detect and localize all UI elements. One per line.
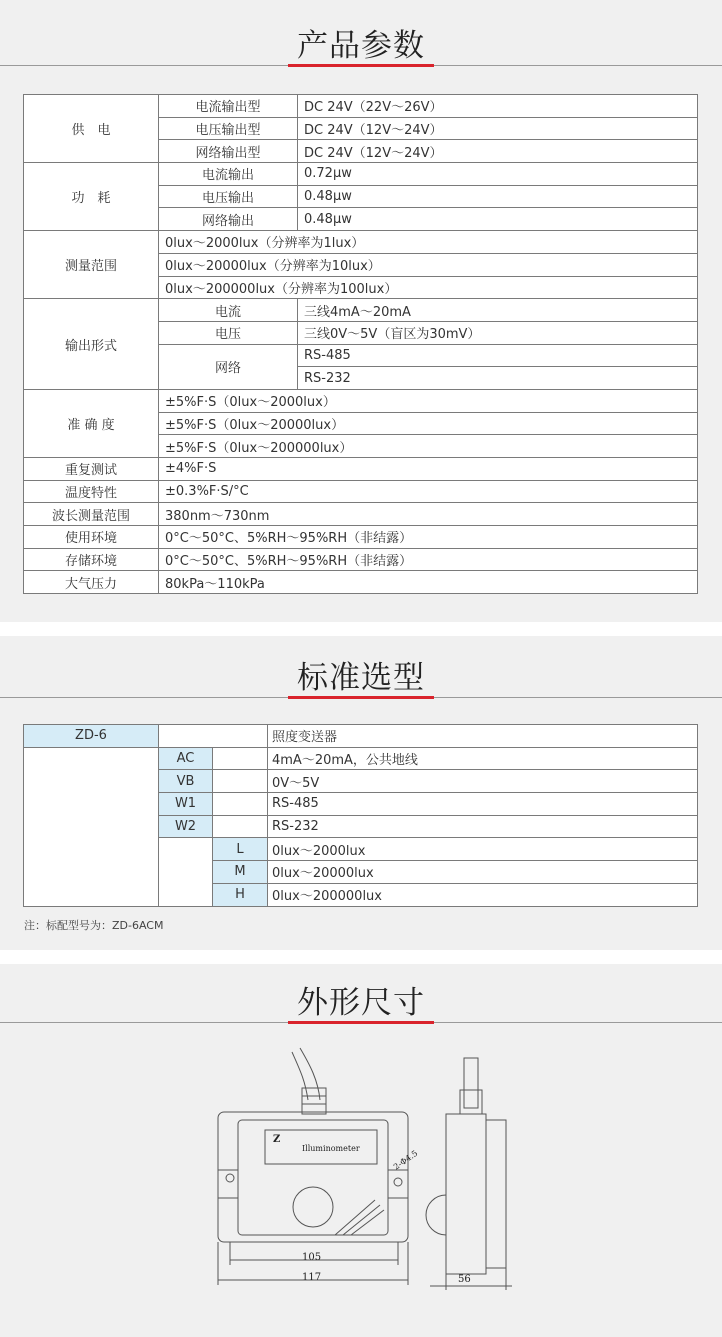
- cell: [213, 815, 268, 838]
- cell: 0V～5V: [268, 770, 698, 793]
- cell: DC 24V（12V～24V）: [298, 117, 698, 140]
- cell: 0lux～2000lux（分辨率为1lux）: [159, 231, 698, 254]
- cell: 电压输出: [159, 185, 298, 208]
- cell: 网络输出型: [159, 140, 298, 163]
- cell: 380nm～730nm: [159, 503, 698, 526]
- cell: [213, 793, 268, 816]
- cable: [292, 1052, 308, 1100]
- dimension-drawing: [0, 1030, 722, 1330]
- cell: RS-232: [298, 367, 698, 390]
- cell: 0lux～200000lux（分辨率为100lux）: [159, 276, 698, 299]
- row-label: 准 确 度: [24, 389, 159, 457]
- dim-105: 105: [302, 1252, 322, 1263]
- cell: 电压输出型: [159, 117, 298, 140]
- cell: 0lux～20000lux: [268, 861, 698, 884]
- dim-56: 56: [458, 1274, 471, 1285]
- params-header: [0, 0, 722, 70]
- dimensions-header: [0, 957, 722, 1027]
- dim-117: 117: [302, 1272, 322, 1283]
- table-row: [24, 231, 698, 254]
- section-title: 标准选型: [297, 660, 425, 696]
- row-label: 输出形式: [24, 299, 159, 390]
- table-row: [24, 725, 698, 748]
- cell: RS-485: [268, 793, 698, 816]
- table-row: [24, 526, 698, 549]
- table-row: [24, 299, 698, 322]
- cell: 80kPa～110kPa: [159, 571, 698, 594]
- cell: 0°C～50°C、5%RH～95%RH（非结露）: [159, 526, 698, 549]
- cell: DC 24V（12V～24V）: [298, 140, 698, 163]
- cell: 网络输出: [159, 208, 298, 231]
- section-title: 外形尺寸: [297, 985, 425, 1021]
- cell: DC 24V（22V～26V）: [298, 95, 698, 118]
- cell: 0lux～20000lux（分辨率为10lux）: [159, 253, 698, 276]
- sensor-window: [293, 1187, 333, 1227]
- cell: RS-232: [268, 815, 698, 838]
- title-underline: [288, 64, 434, 67]
- cell: 照度变送器: [268, 725, 698, 748]
- params-section: [0, 0, 722, 622]
- cell: 0.48μw: [298, 208, 698, 231]
- logo-mark: Z: [273, 1134, 281, 1145]
- output-code: W1: [159, 793, 213, 816]
- row-label: 重复测试: [24, 458, 159, 481]
- table-row: [24, 480, 698, 503]
- selection-header: [0, 632, 722, 702]
- cell: 电压: [159, 321, 298, 344]
- mounting-hole: [226, 1174, 234, 1182]
- enclosure-front: [218, 1112, 408, 1242]
- cell: [159, 838, 213, 906]
- output-code: VB: [159, 770, 213, 793]
- row-label: 供 电: [24, 95, 159, 163]
- selection-section: [0, 636, 722, 950]
- model-code: ZD-6: [24, 725, 159, 748]
- cell: 4mA～20mA，公共地线: [268, 747, 698, 770]
- row-label: 测量范围: [24, 231, 159, 299]
- cell: ±5%F·S（0lux～20000lux）: [159, 412, 698, 435]
- table-row: [24, 95, 698, 118]
- cell: 三线0V～5V（盲区为30mV）: [298, 321, 698, 344]
- cell: 0.72μw: [298, 163, 698, 186]
- dim-hole: 2-Φ4.5: [391, 1148, 420, 1172]
- cell: 0lux～2000lux: [268, 838, 698, 861]
- cell: ±5%F·S（0lux～2000lux）: [159, 389, 698, 412]
- section-title: 产品参数: [297, 28, 425, 64]
- title-underline: [288, 1021, 434, 1024]
- cell: 0°C～50°C、5%RH～95%RH（非结露）: [159, 548, 698, 571]
- cell: ±0.3%F·S/°C: [159, 480, 698, 503]
- selection-note: 注：标配型号为：ZD-6ACM: [24, 919, 164, 932]
- cell: ±4%F·S: [159, 458, 698, 481]
- mounting-hole: [394, 1178, 402, 1186]
- range-code: M: [213, 861, 268, 884]
- cell: [24, 747, 159, 906]
- row-label: 大气压力: [24, 571, 159, 594]
- params-table: [23, 94, 698, 594]
- output-code: AC: [159, 747, 213, 770]
- row-label: 功 耗: [24, 163, 159, 231]
- cell: [213, 770, 268, 793]
- cell: 电流输出: [159, 163, 298, 186]
- table-row: [24, 163, 698, 186]
- cell: 电流: [159, 299, 298, 322]
- row-label: 存储环境: [24, 548, 159, 571]
- enclosure-side: [446, 1114, 486, 1274]
- selection-table: [23, 724, 698, 907]
- row-label: 波长测量范围: [24, 503, 159, 526]
- table-row: [24, 548, 698, 571]
- cell: 0lux～200000lux: [268, 883, 698, 906]
- cell: 网络: [159, 344, 298, 389]
- table-row: [24, 389, 698, 412]
- title-underline: [288, 696, 434, 699]
- cell: 三线4mA～20mA: [298, 299, 698, 322]
- range-code: L: [213, 838, 268, 861]
- table-row: [24, 458, 698, 481]
- cable-gland: [302, 1088, 326, 1114]
- row-label: 使用环境: [24, 526, 159, 549]
- cell: 0.48μw: [298, 185, 698, 208]
- cell: RS-485: [298, 344, 698, 367]
- table-row: [24, 503, 698, 526]
- device-label: Illuminometer: [302, 1144, 360, 1153]
- cell: 电流输出型: [159, 95, 298, 118]
- cell: ±5%F·S（0lux～200000lux）: [159, 435, 698, 458]
- table-row: [24, 571, 698, 594]
- row-label: 温度特性: [24, 480, 159, 503]
- table-row: [24, 747, 698, 770]
- side-cable: [464, 1058, 478, 1108]
- cell: [159, 725, 268, 748]
- cell: [213, 747, 268, 770]
- range-code: H: [213, 883, 268, 906]
- output-code: W2: [159, 815, 213, 838]
